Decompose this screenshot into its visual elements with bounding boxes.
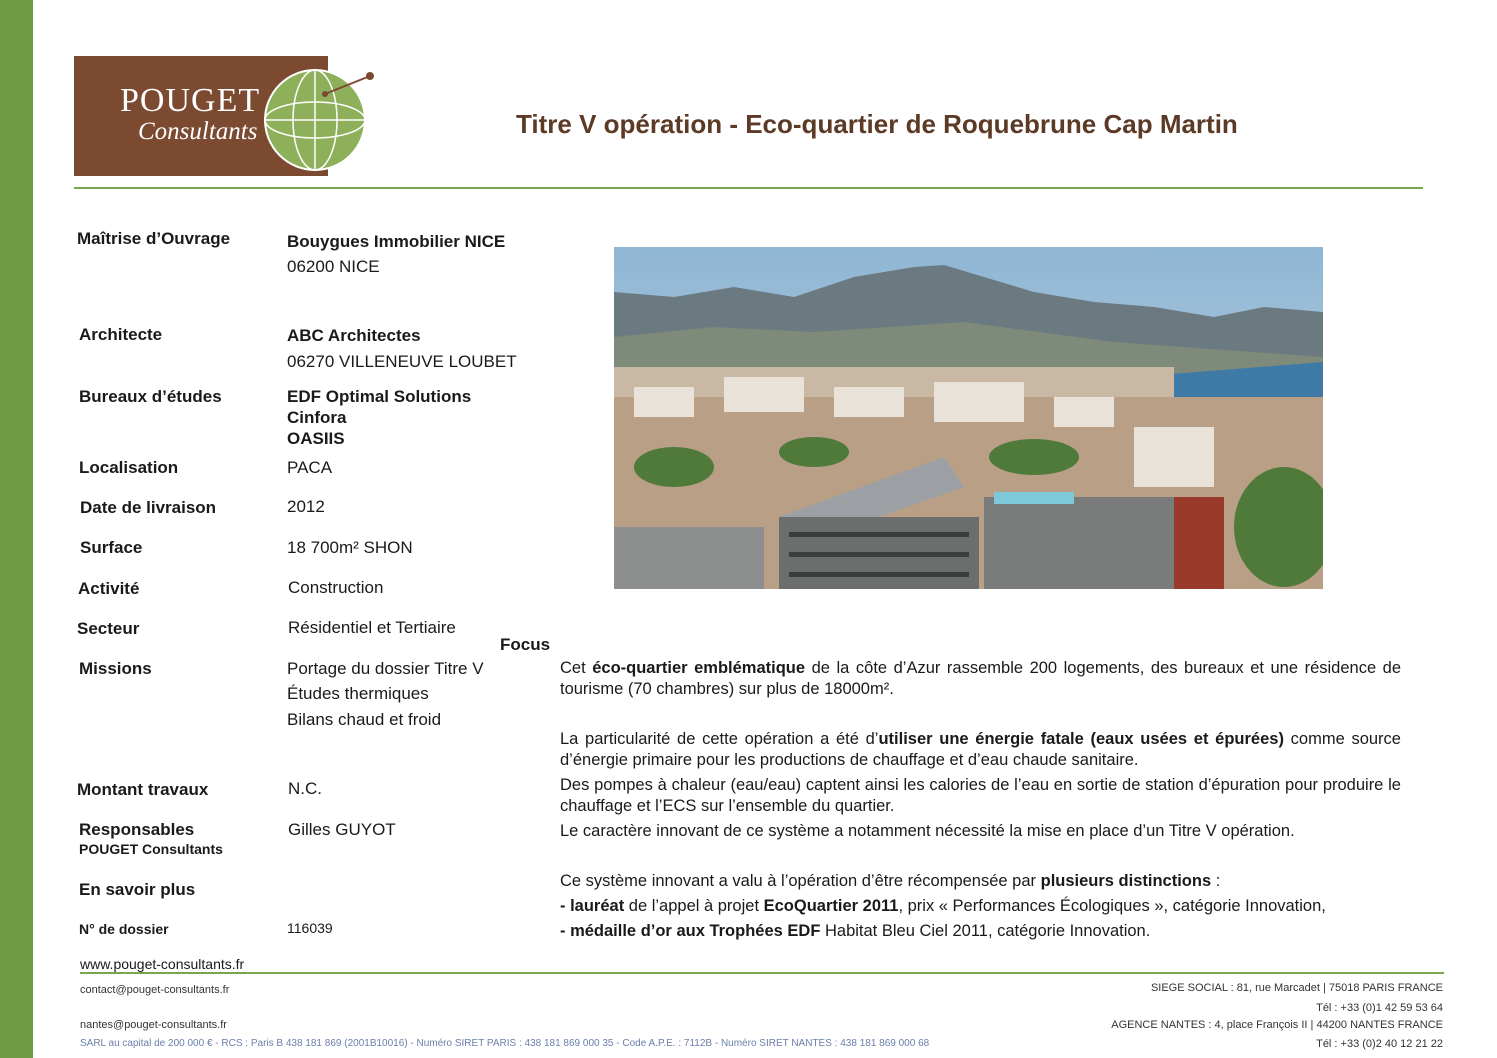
label-maitrise: Maîtrise d’Ouvrage [77, 229, 231, 248]
contact-email[interactable]: contact@pouget-consultants.fr [80, 984, 230, 996]
focus-paragraph-4: Le caractère innovant de ce système a notamment nécessité la mise en place d’un Titre V opération. [560, 822, 1295, 840]
value-mission-3: Bilans chaud et froid [287, 710, 442, 729]
side-bar [0, 0, 33, 1058]
footer-divider [80, 972, 1444, 974]
value-bureaux-3: OASIIS [287, 429, 345, 448]
paris-phone: Tél : +33 (0)1 42 59 53 64 [1316, 1002, 1443, 1014]
legal-info: SARL au capital de 200 000 € - RCS : Paris B 438 181 869 (2001B10016) - Numéro SIRET PARIS : 438 181 869 000 35 - Code A.P.E. : 7112B - Numéro SIRET NANTES : 438 181 869 000 68 [80, 1038, 930, 1049]
label-secteur: Secteur [77, 619, 140, 638]
value-mission-1: Portage du dossier Titre V [287, 659, 484, 678]
value-bureaux-1: EDF Optimal Solutions [287, 387, 472, 406]
value-responsables: Gilles GUYOT [288, 820, 396, 839]
value-architecte-city: 06270 VILLENEUVE LOUBET [287, 352, 517, 371]
siege-address: SIEGE SOCIAL : 81, rue Marcadet | 75018 PARIS FRANCE [1150, 982, 1443, 994]
value-secteur: Résidentiel et Tertiaire [288, 618, 456, 637]
header-divider [74, 187, 1423, 189]
value-maitrise-city: 06200 NICE [287, 257, 380, 276]
value-date: 2012 [287, 497, 325, 516]
label-architecte: Architecte [79, 325, 163, 344]
logo-text-consultants: Consultants [138, 118, 258, 145]
focus-award-1: - lauréat de l’appel à projet EcoQuartier 2011, prix « Performances Écologiques », catégorie Innovation, [560, 897, 1326, 915]
nantes-email[interactable]: nantes@pouget-consultants.fr [80, 1019, 227, 1031]
value-localisation: PACA [287, 458, 333, 477]
focus-paragraph-3: Des pompes à chaleur (eau/eau) captent ainsi les calories de l’eau en sortie de station d’épuration pour produire le chauffage et l’ECS sur l’ensemble du quartier. [560, 776, 1401, 815]
focus-award-2: - médaille d’or aux Trophées EDF Habitat Bleu Ciel 2011, catégorie Innovation. [560, 922, 1151, 940]
value-maitrise-name: Bouygues Immobilier NICE [287, 232, 506, 251]
label-montant: Montant travaux [77, 780, 209, 799]
label-responsables: Responsables [79, 820, 195, 839]
website-link[interactable]: www.pouget-consultants.fr [80, 956, 245, 972]
nantes-address: AGENCE NANTES : 4, place François II | 44200 NANTES FRANCE [1111, 1019, 1443, 1031]
label-dossier: N° de dossier [79, 921, 169, 937]
focus-paragraph-5: Ce système innovant a valu à l’opération d’être récompensée par plusieurs distinctions : [560, 872, 1221, 890]
label-responsables-company: POUGET Consultants [79, 841, 223, 857]
label-activite: Activité [78, 579, 140, 598]
focus-paragraph-1: Cet éco-quartier emblématique de la côte d’Azur rassemble 200 logements, des bureaux et une résidence de tourisme (70 chambres) sur plus de 18000m². [560, 659, 1402, 698]
nantes-phone: Tél : +33 (0)2 40 12 21 22 [1316, 1038, 1443, 1050]
value-mission-2: Études thermiques [287, 684, 429, 703]
focus-paragraph-2: La particularité de cette opération a été d’utiliser une énergie fatale (eaux usées et épurées) comme source d’énergie primaire pour les productions de chauffage et d’eau chaude sanitaire. [560, 730, 1401, 769]
focus-title: Focus [500, 635, 551, 654]
value-dossier: 116039 [287, 920, 333, 936]
value-architecte-name: ABC Architectes [287, 326, 421, 345]
value-surface: 18 700m² SHON [287, 538, 413, 557]
label-surface: Surface [80, 538, 143, 557]
project-photo [614, 247, 1323, 589]
label-localisation: Localisation [79, 458, 179, 477]
page-title: Titre V opération - Eco-quartier de Roquebrune Cap Martin [516, 109, 1238, 139]
value-activite: Construction [288, 578, 384, 597]
label-date: Date de livraison [80, 498, 217, 517]
label-missions: Missions [79, 659, 152, 678]
logo-text-pouget: POUGET [120, 82, 261, 119]
value-bureaux-2: Cinfora [287, 408, 347, 427]
value-montant: N.C. [288, 779, 322, 798]
label-en-savoir-plus: En savoir plus [79, 880, 196, 899]
label-bureaux: Bureaux d’études [79, 387, 222, 406]
